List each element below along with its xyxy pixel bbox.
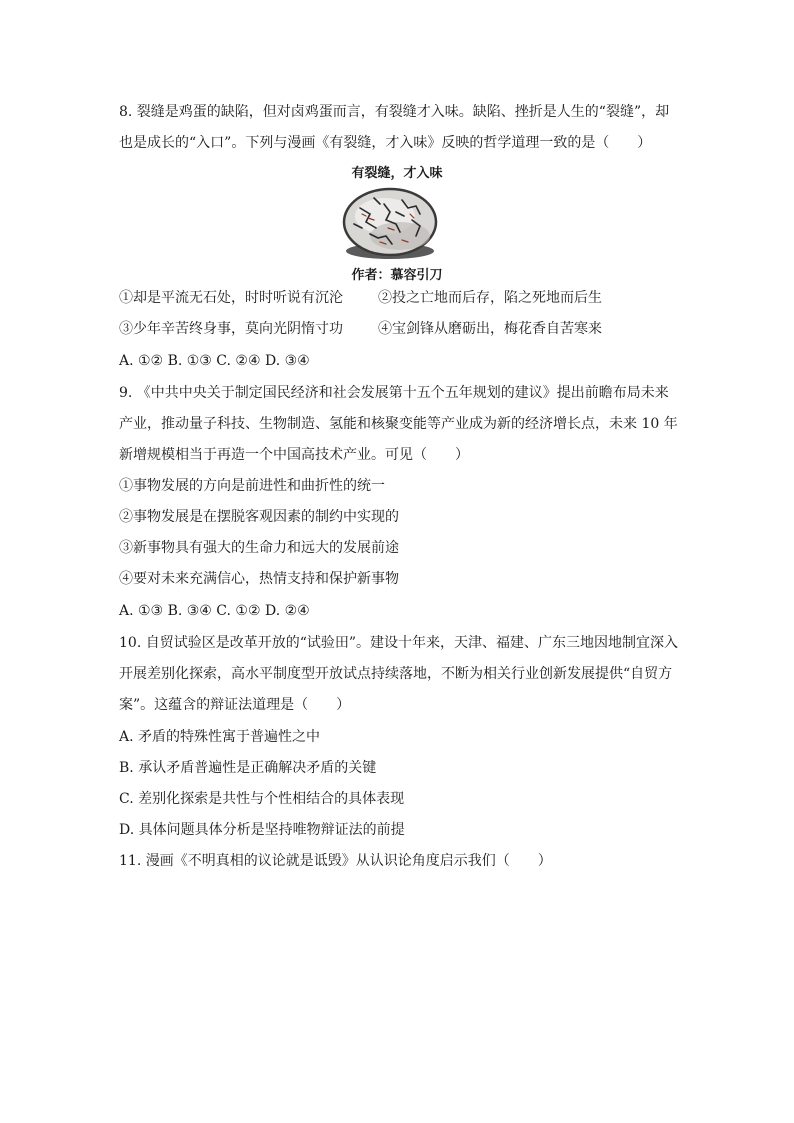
q9-stem-line1: 9. 《中共中央关于制定国民经济和社会发展第十五个五年规划的建议》提出前瞻布局未来: [119, 385, 669, 401]
q9-option-4: ④要对未来充满信心，热情支持和保护新事物: [119, 571, 399, 587]
q10-stem-line2: 开展差别化探索，高水平制度型开放试点持续落地，不断为相关行业创新发展提供“自贸方: [119, 666, 673, 682]
q9-option-3: ③新事物具有强大的生命力和远大的发展前途: [119, 540, 399, 556]
q10-option-b: B. 承认矛盾普遍性是正确解决矛盾的关键: [119, 760, 377, 776]
q9-option-2: ②事物发展是在摆脱客观因素的制约中实现的: [119, 509, 399, 525]
q10-option-c: C. 差别化探索是共性与个性相结合的具体表现: [119, 791, 405, 807]
q8-option-3: ③少年辛苦终身事，莫向光阴惰寸功: [119, 321, 343, 337]
q8-option-1: ①却是平流无石处，时时听说有沉沦: [119, 290, 343, 306]
q10-stem-line1: 10. 自贸试验区是改革开放的“试验田”。建设十年来，天津、福建、广东三地因地制宜深入: [119, 635, 679, 651]
cracked-egg-cartoon: [340, 184, 440, 262]
q10-option-a: A. 矛盾的特殊性寓于普遍性之中: [119, 729, 321, 745]
q10-option-d: D. 具体问题具体分析是坚持唯物辩证法的前提: [119, 822, 405, 838]
cartoon-title: 有裂缝，才入味: [351, 166, 443, 181]
q8-stem-line1: 8. 裂缝是鸡蛋的缺陷，但对卤鸡蛋而言，有裂缝才入味。缺陷、挫折是人生的“裂缝”，却: [119, 104, 670, 120]
q11-stem-line1: 11. 漫画《不明真相的议论就是诋毁》从认识论角度启示我们（ ）: [119, 853, 552, 869]
q8-choices: A. ①② B. ①③ C. ②④ D. ③④: [119, 353, 310, 369]
cartoon-author: 作者：慕容引刀: [351, 268, 443, 283]
q10-stem-line3: 案”。这蕴含的辩证法道理是（ ）: [119, 697, 351, 713]
q9-option-1: ①事物发展的方向是前进性和曲折性的统一: [119, 478, 385, 494]
q9-stem-line2: 产业，推动量子科技、生物制造、氢能和核聚变能等产业成为新的经济增长点，未来 10 年: [119, 416, 678, 432]
q9-choices: A. ①③ B. ③④ C. ①② D. ②④: [119, 603, 310, 619]
q8-option-2: ②投之亡地而后存，陷之死地而后生: [378, 290, 602, 306]
q8-stem-line2: 也是成长的“入口”。下列与漫画《有裂缝，才入味》反映的哲学道理一致的是（ ）: [119, 135, 652, 151]
q8-option-4: ④宝剑锋从磨砺出，梅花香自苦寒来: [378, 321, 602, 337]
q9-stem-line3: 新增规模相当于再造一个中国高技术产业。可见（ ）: [119, 447, 469, 463]
